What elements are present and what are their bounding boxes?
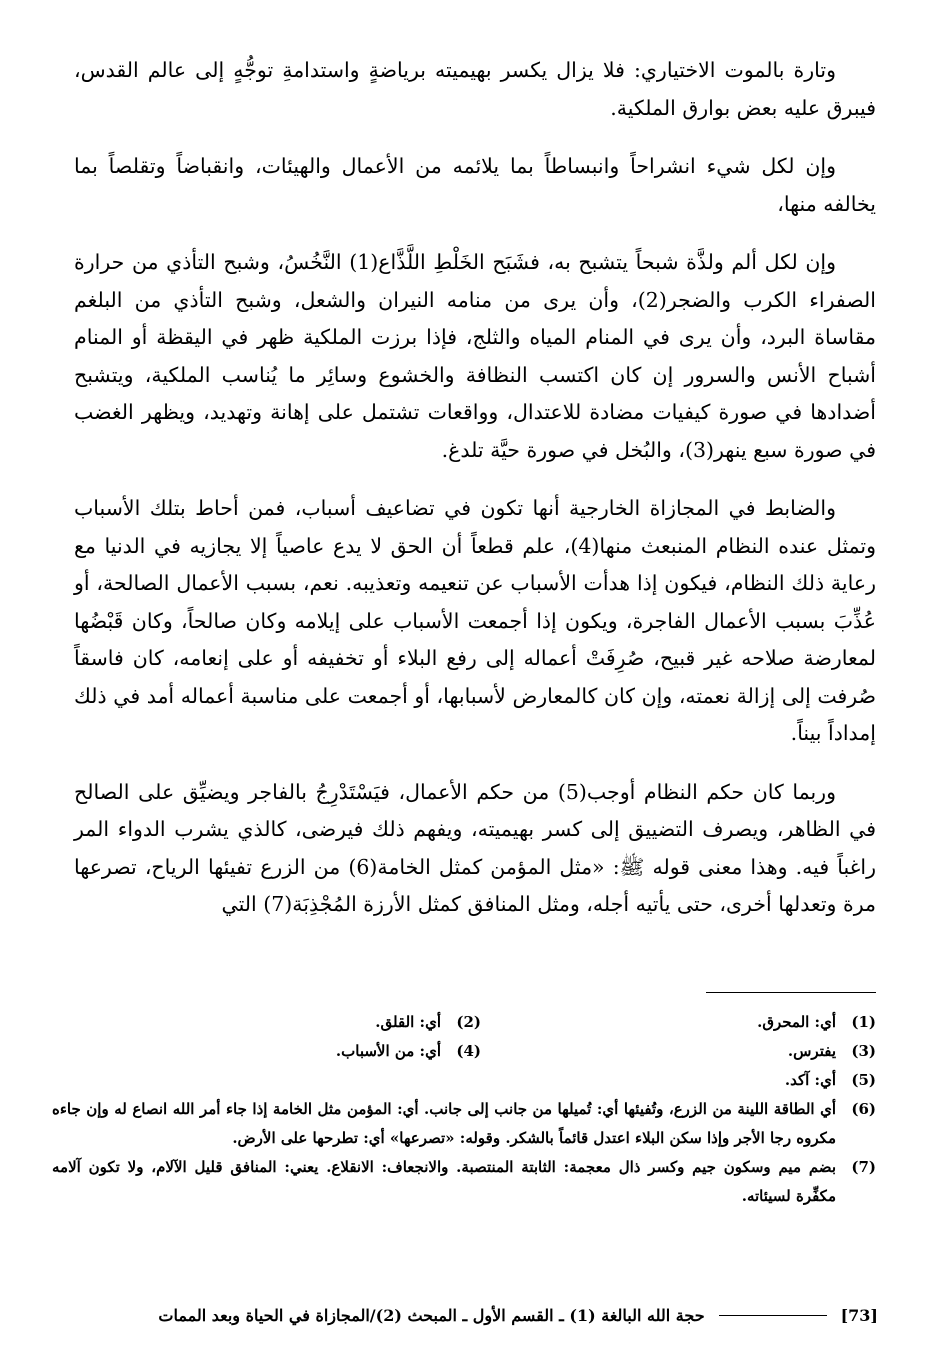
paragraph-4: والضابط في المجازاة الخارجية أنها تكون في تضاعيف أسباب، فمن أحاط بتلك الأسباب وتمثل عنده النظام المنبعث منها(4)، علم قطعاً أن الحق لا يدع عاصياً إلا يجازيه في الدنيا مع رعاية ذلك النظام، فيكون إذا هدأت الأسباب عن تنعيمه وتعذيبه. نعم، بسبب الأعمال الصالحة، أو عُذِّبَ بسبب الأعمال الفاجرة، ويكون إذا أجمعت الأسباب على إيلامه وكان صالحاً، وكان قَبْضُها لمعارضة صلاحه غير قبيح، صُرِفَتْ أعماله إلى رفع البلاء أو تخفيفه أو على إنعامه، كان فاسقاً صُرفت إلى إزالة نعمته، وإن كان كالمعارض لأسبابها، أو أجمعت على مناسبة أعماله أمد في ذلك إمداداً بيناً. bbox=[74, 496, 876, 745]
footnote-row bbox=[52, 1066, 876, 1095]
footnote-number: (2) bbox=[456, 1013, 481, 1031]
footnote-text: أي الطاقة اللينة من الزرع، وتُفيئها أي: تُميلها من جانب إلى جانب. أي: المؤمن مثل الخامة إذا جاء أمر الله انصاع له وإن جاءه مكروه رجا الأجر وإذا سكن البلاء اعتدل قائماً بالشكر. وقوله: «تصرعها» أي: تطرحها على الأرض. bbox=[52, 1100, 836, 1147]
paragraph-2: وإن لكل شيء انشراحاً وانبساطاً بما يلائمه من الأعمال والهيئات، وانقباضاً وتقلصاً بما يخالفه منها، bbox=[74, 154, 876, 216]
footnote-7 bbox=[52, 1153, 876, 1211]
footnote-row bbox=[52, 1008, 876, 1037]
footnote-6 bbox=[52, 1095, 876, 1153]
page-number: [73] bbox=[840, 1306, 878, 1325]
footer-dash bbox=[719, 1315, 827, 1316]
footnote-text: أي: القلق. bbox=[375, 1013, 441, 1031]
footnote-number: (6) bbox=[851, 1100, 876, 1118]
footnote-4 bbox=[86, 1037, 481, 1066]
paragraph-3: وإن لكل ألم ولذَّة شبحاً يتشبح به، فشَبَح الخَلْطِ اللَّذَّاع(1) النَّخُسُ، وشبح التأذي من حرارة الصفراء الكرب والضجر(2)، وأن يرى من منامه النيران والشعل، وشبح التأذي من البلغم مقاساة البرد، وأن يرى في المنام المياه والثلج، فإذا برزت الملكية ظهر في اليقظة أو المنام أشباح الأنس والسرور إن كان اكتسب النظافة والخشوع وسائِر ما يُناسب الملكية، ويتشبح أضدادها في صورة كيفيات مضادة للاعتدال، وواقعات تشتمل على إهانة وتهديد، ويظهر الغضب في صورة سبع ينهر(3)، والبُخل في صورة حيَّة تلدغ. bbox=[74, 250, 876, 462]
footnote-number: (5) bbox=[851, 1071, 876, 1089]
main-text bbox=[74, 52, 876, 945]
footnote-text: أي: من الأسباب. bbox=[335, 1042, 441, 1060]
paragraph-5: وربما كان حكم النظام أوجب(5) من حكم الأعمال، فيَسْتَدْرِجُ بالفاجر ويضيِّق على الصالح في الظاهر، ويصرف التضييق إلى كسر بهيميته، ويفهم ذلك فيرضى، كالذي يشرب الدواء المر راغباً فيه. وهذا معنى قوله ﷺ: «مثل المؤمن كمثل الخامة(6) من الزرع تفيئها الرياح، تصرعها مرة وتعدلها أخرى، حتى يأتيه أجله، ومثل المنافق كمثل الأرزة المُجْذِبَة(7) التي bbox=[74, 779, 876, 916]
running-title: حجة الله البالغة (1) ـ القسم الأول ـ المبحث (2)/المجازاة في الحياة وبعد الممات bbox=[158, 1306, 705, 1325]
footnote-text: بضم ميم وسكون جيم وكسر ذال معجمة: الثابتة المنتصبة. والانجعاف: الانقلاع. يعني: المنافق قليل الآلام، ولا تكون آلامه مكفِّرة لسيئاته. bbox=[52, 1158, 836, 1205]
footnote-row bbox=[52, 1037, 876, 1066]
footnote-text: يفترس. bbox=[787, 1042, 836, 1060]
footnote-number: (1) bbox=[851, 1013, 876, 1031]
footnote-number: (7) bbox=[851, 1158, 876, 1176]
running-footer bbox=[74, 1306, 878, 1325]
footnote-2 bbox=[86, 1008, 481, 1037]
footnotes bbox=[52, 1008, 876, 1211]
footnote-5 bbox=[481, 1066, 876, 1095]
footnote-text: أي: آكد. bbox=[784, 1071, 836, 1089]
footnote-1 bbox=[481, 1008, 876, 1037]
footnote-text: أي: المحرق. bbox=[757, 1013, 836, 1031]
paragraph-1: وتارة بالموت الاختياري: فلا يزال يكسر بهيميته برياضةٍ واستدامةِ توجُّهٍ إلى عالم القدس، فيبرق عليه بعض بوارق الملكية. bbox=[74, 58, 876, 120]
footnote-3 bbox=[481, 1037, 876, 1066]
footnote-separator bbox=[706, 992, 876, 993]
footnote-number: (4) bbox=[456, 1042, 481, 1060]
footnote-number: (3) bbox=[851, 1042, 876, 1060]
